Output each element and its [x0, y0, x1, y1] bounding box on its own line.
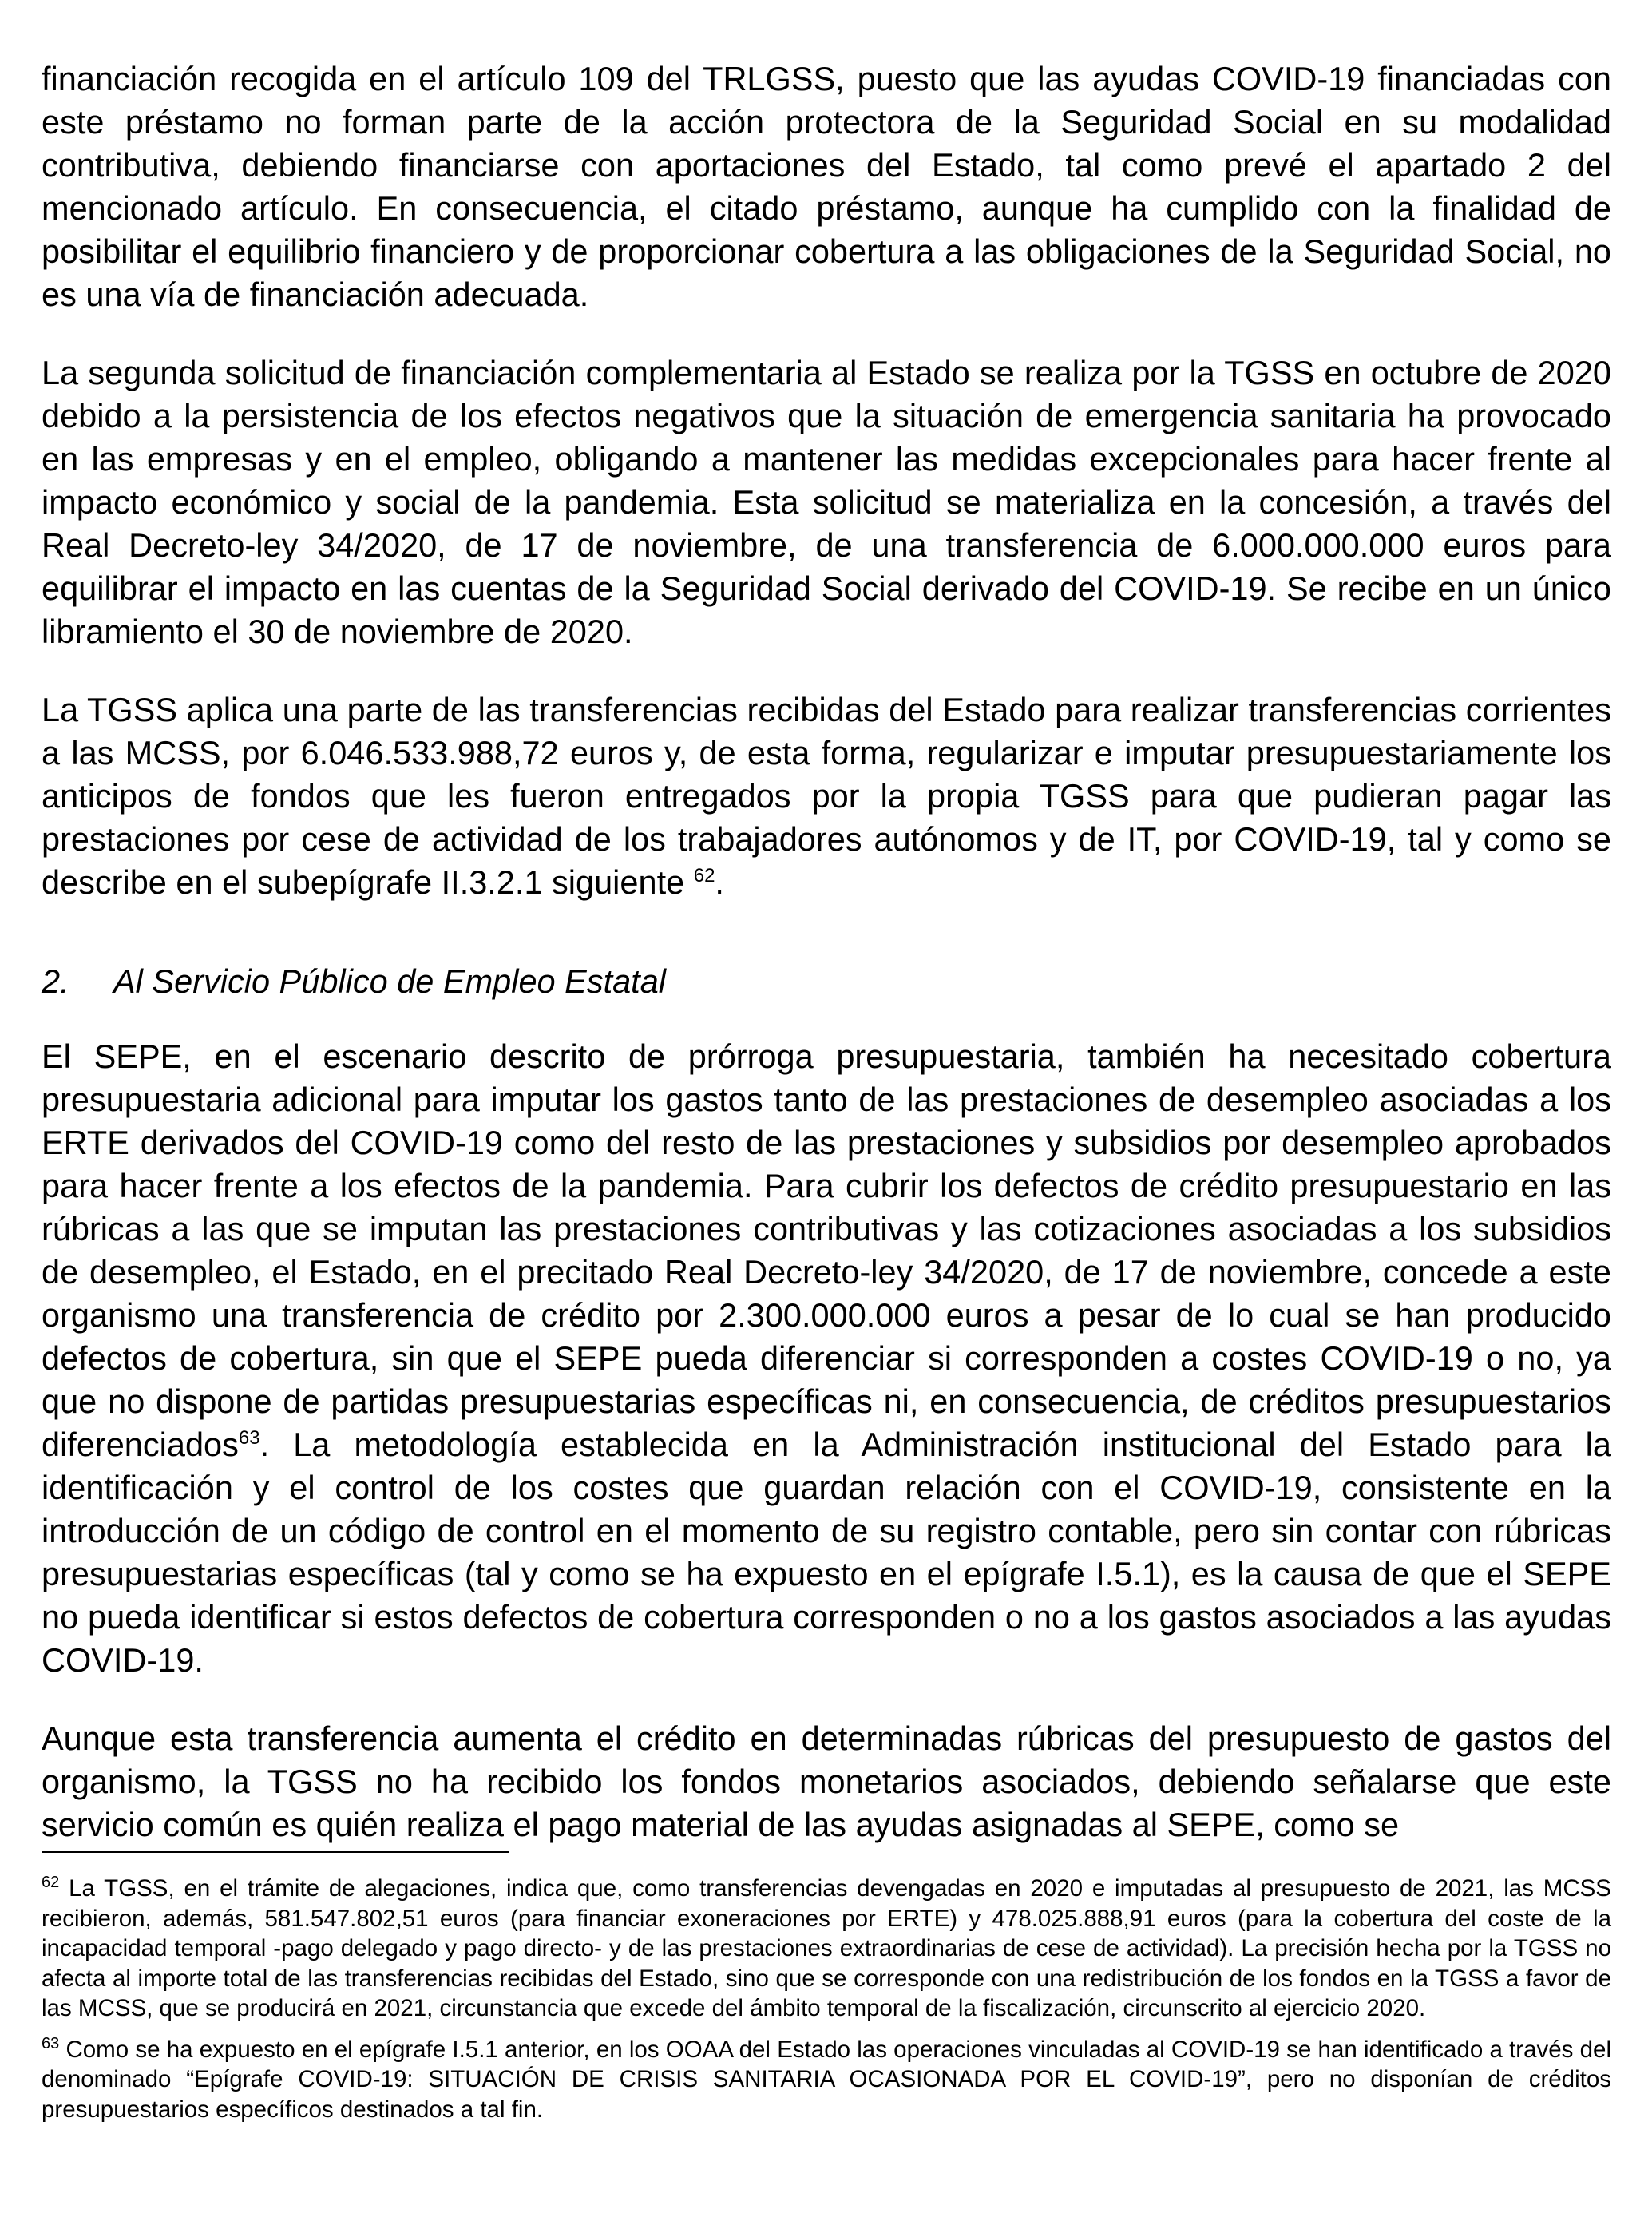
footnote-number: 62: [42, 1874, 60, 1892]
paragraph-transferencia: Aunque esta transferencia aumenta el crédito en determinadas rúbricas del presupuesto de gastos del organismo, la TGSS no ha recibido los fondos monetarios asociados, debiendo señalarse que este servicio común es quién realiza el pago material de las ayudas asignadas al SEPE, como se: [42, 1719, 1611, 1843]
paragraph-segunda-solicitud: La segunda solicitud de financiación complementaria al Estado se realiza por la TGSS en octubre de 2020 debido a la persistencia de los efectos negativos que la situación de emergencia sanitaria ha provocado en las empresas y en el empleo, obligando a mantener las medidas excepcionales para hacer frente al impacto económico y social de la pandemia. Esta solicitud se materializa en la concesión, a través del Real Decreto-ley 34/2020, de 17 de noviembre, de una transferencia de 6.000.000.000 euros para equilibrar el impacto en las cuentas de la Seguridad Social derivado del COVID-19. Se recibe en un único libramiento el 30 de noviembre de 2020.: [42, 354, 1611, 650]
paragraph-sepe: [42, 1035, 1611, 1682]
footnote-ref-62[interactable]: 62: [693, 865, 715, 887]
footnote-text: Como se ha expuesto en el epígrafe I.5.1 anterior, en los OOAA del Estado las operaciones vinculadas al COVID-19 se han identificado a través del denominado “Epígrafe COVID-19: SITUACIÓN DE CRISIS SANITARIA OCASIONADA POR EL COVID-19”, pero no disponían de créditos presupuestarios específicos destinados a tal fin.: [42, 2036, 1611, 2123]
paragraph-end: .: [715, 863, 724, 901]
footnote-text: La TGSS, en el trámite de alegaciones, indica que, como transferencias devengadas en 2020 e imputadas al presupuesto de 2021, las MCSS recibieron, además, 581.547.802,51 euros (para financiar exoneraciones por ERTE) y 478.025.888,91 euros (para la cobertura del coste de la incapacidad temporal -pago delegado y pago directo- y de las prestaciones extraordinarias de cese de actividad). La precisión hecha por la TGSS no afecta al importe total de las transferencias recibidas del Estado, sino que se corresponde con una redistribución de los fondos en la TGSS a favor de las MCSS, que se producirá en 2021, circunstancia que excede del ámbito temporal de la fiscalización, circunscrito al ejercicio 2020.: [42, 1875, 1611, 2021]
section-number: 2.: [42, 962, 69, 1000]
section-heading: [42, 960, 1611, 1003]
document-page: [42, 58, 1611, 2136]
footnote-ref-63[interactable]: 63: [238, 1427, 260, 1450]
paragraph-text-cont: . La metodología establecida en la Administración institucional del Estado para la identificación y el control de los costes que guardan relación con el COVID-19, consistente en la introducción de un código de control en el momento de su registro contable, pero sin contar con rúbricas presupuestarias específicas (tal y como se ha expuesto en el epígrafe I.5.1), es la causa de que el SEPE no pueda identificar si estos defectos de cobertura corresponden o no a los gastos asociados a las ayudas COVID-19.: [42, 1426, 1611, 1679]
footnote-number: 63: [42, 2034, 60, 2052]
section-title: Al Servicio Público de Empleo Estatal: [113, 962, 667, 1000]
footnote-63: [42, 2035, 1611, 2125]
paragraph-text: El SEPE, en el escenario descrito de prórroga presupuestaria, también ha necesitado cobertura presupuestaria adicional para imputar los gastos tanto de las prestaciones de desempleo asociadas a los ERTE derivados del COVID-19 como del resto de las prestaciones y subsidios por desempleo aprobados para hacer frente a los efectos de la pandemia. Para cubrir los defectos de crédito presupuestario en las rúbricas a las que se imputan las prestaciones contributivas y las cotizaciones asociadas a los subsidios de desempleo, el Estado, en el precitado Real Decreto-ley 34/2020, de 17 de noviembre, concede a este organismo una transferencia de crédito por 2.300.000.000 euros a pesar de lo cual se han producido defectos de cobertura, sin que el SEPE pueda diferenciar si corresponden a costes COVID-19 o no, ya que no dispone de partidas presupuestarias específicas ni, en consecuencia, de créditos presupuestarios diferenciados: [42, 1037, 1611, 1463]
paragraph-text: La TGSS aplica una parte de las transferencias recibidas del Estado para realizar transferencias corrientes a las MCSS, por 6.046.533.988,72 euros y, de esta forma, regularizar e imputar presupuestariamente los anticipos de fondos que les fueron entregados por la propia TGSS para que pudieran pagar las prestaciones por cese de actividad de los trabajadores autónomos y de IT, por COVID-19, tal y como se describe en el subepígrafe II.3.2.1 siguiente: [42, 691, 1611, 901]
footnote-62: [42, 1874, 1611, 2024]
paragraph-financiacion: financiación recogida en el artículo 109 del TRLGSS, puesto que las ayudas COVID-19 financiadas con este préstamo no forman parte de la acción protectora de la Seguridad Social en su modalidad contributiva, debiendo financiarse con aportaciones del Estado, tal como prevé el apartado 2 del mencionado artículo. En consecuencia, el citado préstamo, aunque ha cumplido con la finalidad de posibilitar el equilibrio financiero y de proporcionar cobertura a las obligaciones de la Seguridad Social, no es una vía de financiación adecuada.: [42, 60, 1611, 313]
paragraph-tgss-aplica: [42, 688, 1611, 904]
footnote-separator: [42, 1851, 509, 1853]
